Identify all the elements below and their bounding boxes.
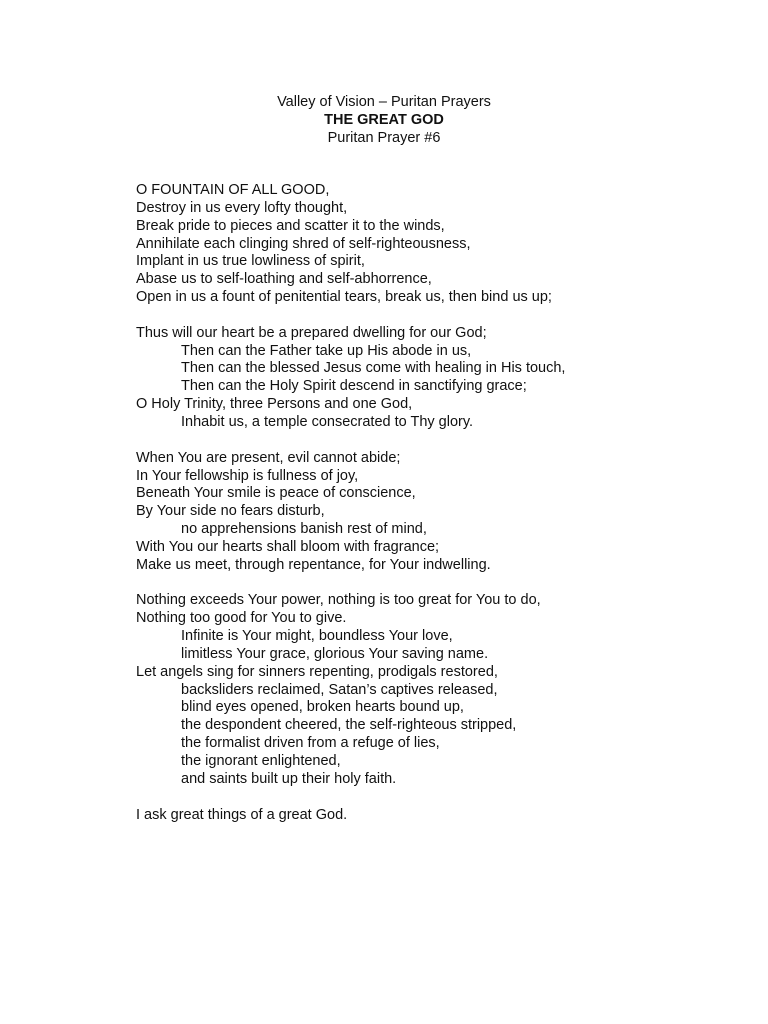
prayer-body [136,182,736,824]
stanza-gap [136,789,736,807]
stanza [136,182,736,307]
prayer-line: Let angels sing for sinners repenting, prodigals restored, [136,663,498,680]
prayer-line: I ask great things of a great God. [136,806,348,823]
prayer-line: Then can the blessed Jesus come with healing in His touch, [181,360,566,377]
prayer-line: no apprehensions banish rest of mind, [181,521,427,538]
stanza [136,592,736,788]
prayer-line: Thus will our heart be a prepared dwelling for our God; [136,324,487,341]
prayer-line: Beneath Your smile is peace of conscience, [136,485,416,502]
prayer-line: the ignorant enlightened, [181,753,341,769]
page-subtitle: Puritan Prayer #6 [327,130,441,146]
prayer-line: Break pride to pieces and scatter it to the winds, [136,217,445,234]
stanza [136,325,736,432]
prayer-line: By Your side no fears disturb, [136,503,325,520]
stanza [136,450,736,575]
prayer-line: Annihilate each clinging shred of self-righteousness, [136,235,471,252]
prayer-line: In Your fellowship is fullness of joy, [136,467,359,484]
prayer-line: limitless Your grace, glorious Your saving name. [181,645,489,662]
page-title: THE GREAT GOD [324,112,444,128]
prayer-line: and saints built up their holy faith. [181,770,397,787]
prayer-line: blind eyes opened, broken hearts bound up, [181,699,464,716]
prayer-line: Inhabit us, a temple consecrated to Thy glory. [181,413,474,430]
prayer-line: Nothing too good for You to give. [136,610,347,627]
source-line: Valley of Vision – Puritan Prayers [277,94,491,110]
prayer-line: Nothing exceeds Your power, nothing is too great for You to do, [136,592,541,609]
prayer-line: O FOUNTAIN OF ALL GOOD, [136,182,330,198]
stanza-gap [136,575,736,593]
prayer-line: backsliders reclaimed, Satan’s captives released, [181,681,498,698]
prayer-line: Destroy in us every lofty thought, [136,199,348,216]
prayer-line: Implant in us true lowliness of spirit, [136,253,365,270]
stanza [136,807,736,825]
prayer-line: the despondent cheered, the self-righteous stripped, [181,717,517,734]
prayer-line: Infinite is Your might, boundless Your love, [181,628,453,645]
document-header [0,93,768,147]
prayer-line: When You are present, evil cannot abide; [136,449,401,466]
stanza-gap [136,307,736,325]
prayer-line: With You our hearts shall bloom with fragrance; [136,538,440,555]
prayer-line: Make us meet, through repentance, for Your indwelling. [136,556,491,573]
prayer-line: Then can the Holy Spirit descend in sanctifying grace; [181,378,527,395]
prayer-line: O Holy Trinity, three Persons and one God, [136,396,413,413]
prayer-line: the formalist driven from a refuge of lies, [181,735,440,752]
prayer-line: Abase us to self-loathing and self-abhorrence, [136,271,432,288]
prayer-line: Then can the Father take up His abode in us, [181,342,472,359]
stanza-gap [136,432,736,450]
prayer-line: Open in us a fount of penitential tears, break us, then bind us up; [136,289,552,306]
